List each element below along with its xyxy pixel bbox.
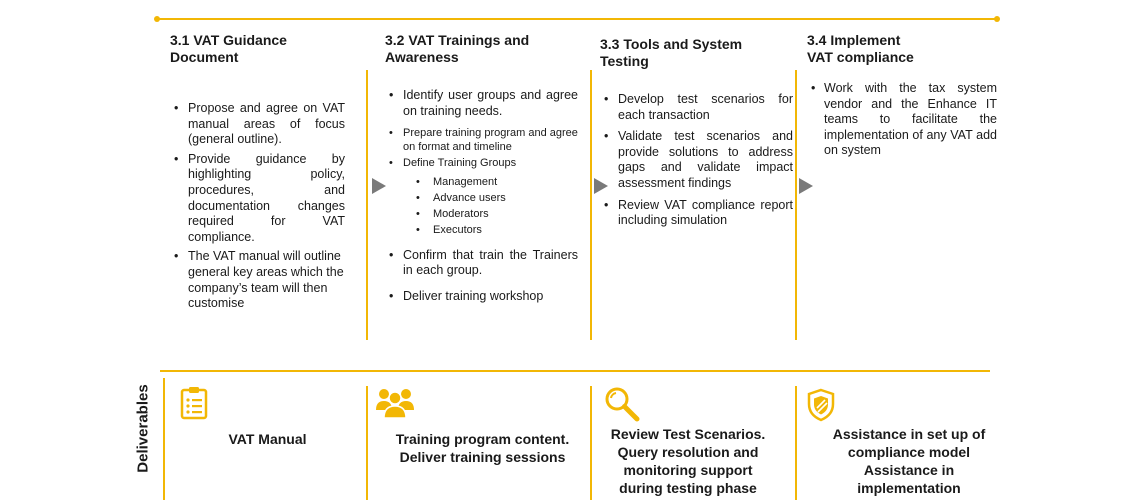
group-users-icon: [375, 386, 415, 418]
list-item: • Management: [385, 174, 578, 190]
column-vat-guidance: [170, 32, 345, 316]
list-item: • Advance users: [385, 190, 578, 206]
bullet-list: [170, 101, 345, 312]
column-divider: [590, 70, 592, 340]
deliverable-training: Training program content. Deliver training sessions: [395, 431, 570, 465]
column-title: 3.3 Tools and System Testing: [600, 36, 743, 69]
deliverable-divider: [163, 378, 165, 500]
clipboard-icon: [180, 386, 208, 420]
list-item: • Validate test scenarios and provide solutions to address gaps and validate impact assessment findings: [600, 129, 793, 191]
list-item: • Confirm that train the Trainers in each group.: [385, 248, 578, 279]
list-item: • Deliver training workshop: [385, 289, 578, 305]
arrow-right-icon: [799, 178, 813, 194]
column-title: 3.2 VAT Trainings and Awareness: [385, 32, 530, 65]
column-tools-testing: [600, 32, 793, 233]
column-vat-trainings: [385, 32, 578, 308]
column-implement-vat: [807, 32, 997, 163]
timeline-end-dot: [994, 16, 1000, 22]
deliverables-label: Deliverables: [134, 384, 152, 473]
column-title: 3.4 Implement VAT compliance: [807, 32, 914, 65]
deliverable-vat-manual: VAT Manual: [228, 431, 307, 447]
list-item: • Develop test scenarios for each transaction: [600, 92, 793, 123]
deliverable-compliance-model: Assistance in set up of compliance model Assistance in implementation: [832, 426, 986, 496]
shield-icon: [806, 388, 836, 422]
deliverable-divider: [795, 386, 797, 500]
deliverables-divider-line: [160, 370, 990, 372]
list-item: • Work with the tax system vendor and the Enhance IT teams to facilitate the implementation of any VAT add on system: [807, 81, 997, 159]
deliverable-divider: [366, 386, 368, 500]
list-item: • Propose and agree on VAT manual areas of focus (general outline).: [170, 101, 345, 148]
list-item: • Identify user groups and agree on training needs.: [385, 88, 578, 119]
list-item: • Moderators: [385, 206, 578, 222]
column-divider: [366, 70, 368, 340]
top-timeline-line: [157, 18, 997, 20]
list-item: • The VAT manual will outline general key areas which the company’s team will then customise: [170, 249, 345, 311]
training-groups-list: [385, 174, 578, 238]
list-item: • Provide guidance by highlighting policy, procedures, and documentation changes required for VAT compliance.: [170, 152, 345, 246]
column-title: 3.1 VAT Guidance Document: [170, 32, 287, 65]
column-divider: [795, 70, 797, 340]
magnifier-icon: [604, 386, 640, 422]
list-item: • Define Training Groups: [385, 157, 578, 171]
bullet-list: [385, 248, 578, 305]
deliverable-divider: [590, 386, 592, 500]
list-item: • Executors: [385, 222, 578, 238]
deliverable-test-scenarios: Review Test Scenarios. Query resolution and monitoring support during testing phase: [610, 426, 766, 496]
bullet-list: [600, 92, 793, 229]
arrow-right-icon: [372, 178, 386, 194]
bullet-list: [807, 81, 997, 159]
bullet-list: [385, 88, 578, 171]
list-item: • Review VAT compliance report including simulation: [600, 198, 793, 229]
list-item: • Prepare training program and agree on format and timeline: [385, 127, 578, 154]
